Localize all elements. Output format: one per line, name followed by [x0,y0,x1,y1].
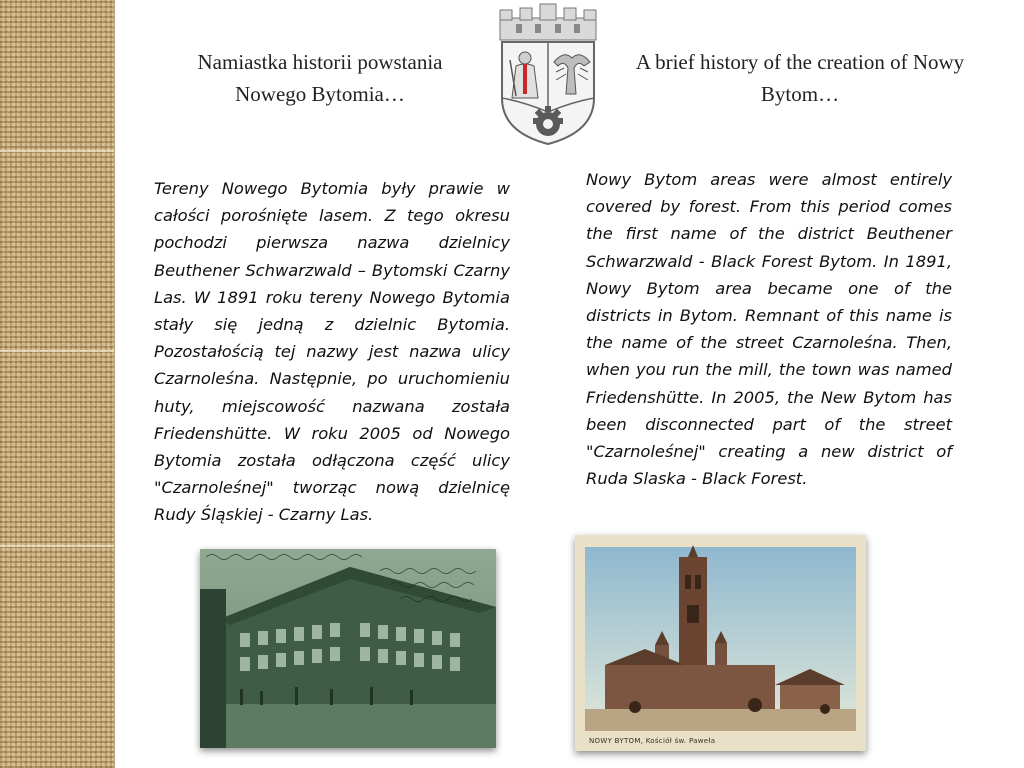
postcard-friedenshutte-building [200,549,496,748]
title-polish: Namiastka historii powstania Nowego Bytomia… [197,50,443,106]
coat-of-arms-icon [494,2,602,146]
burlap-seam [0,150,114,152]
burlap-texture-strip [0,0,115,768]
postcard-caption: NOWY BYTOM, Kościół św. Paweła [589,737,716,745]
burlap-seam [0,350,114,352]
burlap-seam [0,545,114,547]
body-text-polish: Tereny Nowego Bytomia były prawie w całości porośnięte lasem. Z tego okresu pochodzi pierwsza nazwa dzielnicy Beuthener Schwarzwald – Bytomski Czarny Las. W 1891 roku tereny Nowego Bytomia stały się jedną z dzielnic Bytomia. Pozostałością tej nazwy jest nazwa ulicy Czarnoleśna. Następnie, po uruchomieniu huty, miejscowość nazwana została Friedenshütte. W roku 2005 od Nowego Bytomia została odłączona część ulicy "Czarnoleśnej" tworząc nową dzielnicę Rudy Śląskiej - Czarny Las. [154,179,510,525]
title-english: A brief history of the creation of Nowy Bytom… [635,50,965,106]
postcard-nowy-bytom-church [575,535,866,751]
body-text-english: Nowy Bytom areas were almost entirely covered by forest. From this period comes the first name of the district Beuthener Schwarzwald - Black Forest Bytom. In 1891, Nowy Bytom area became one of the districts in Bytom. Remnant of this name is the name of the street Czarnoleśna. Then, when you run the mill, the town was named Friedenshütte. In 2005, the New Bytom has been disconnected part of the street "Czarnoleśnej" creating a new district of Ruda Slaska - Black Forest. [586,170,952,489]
